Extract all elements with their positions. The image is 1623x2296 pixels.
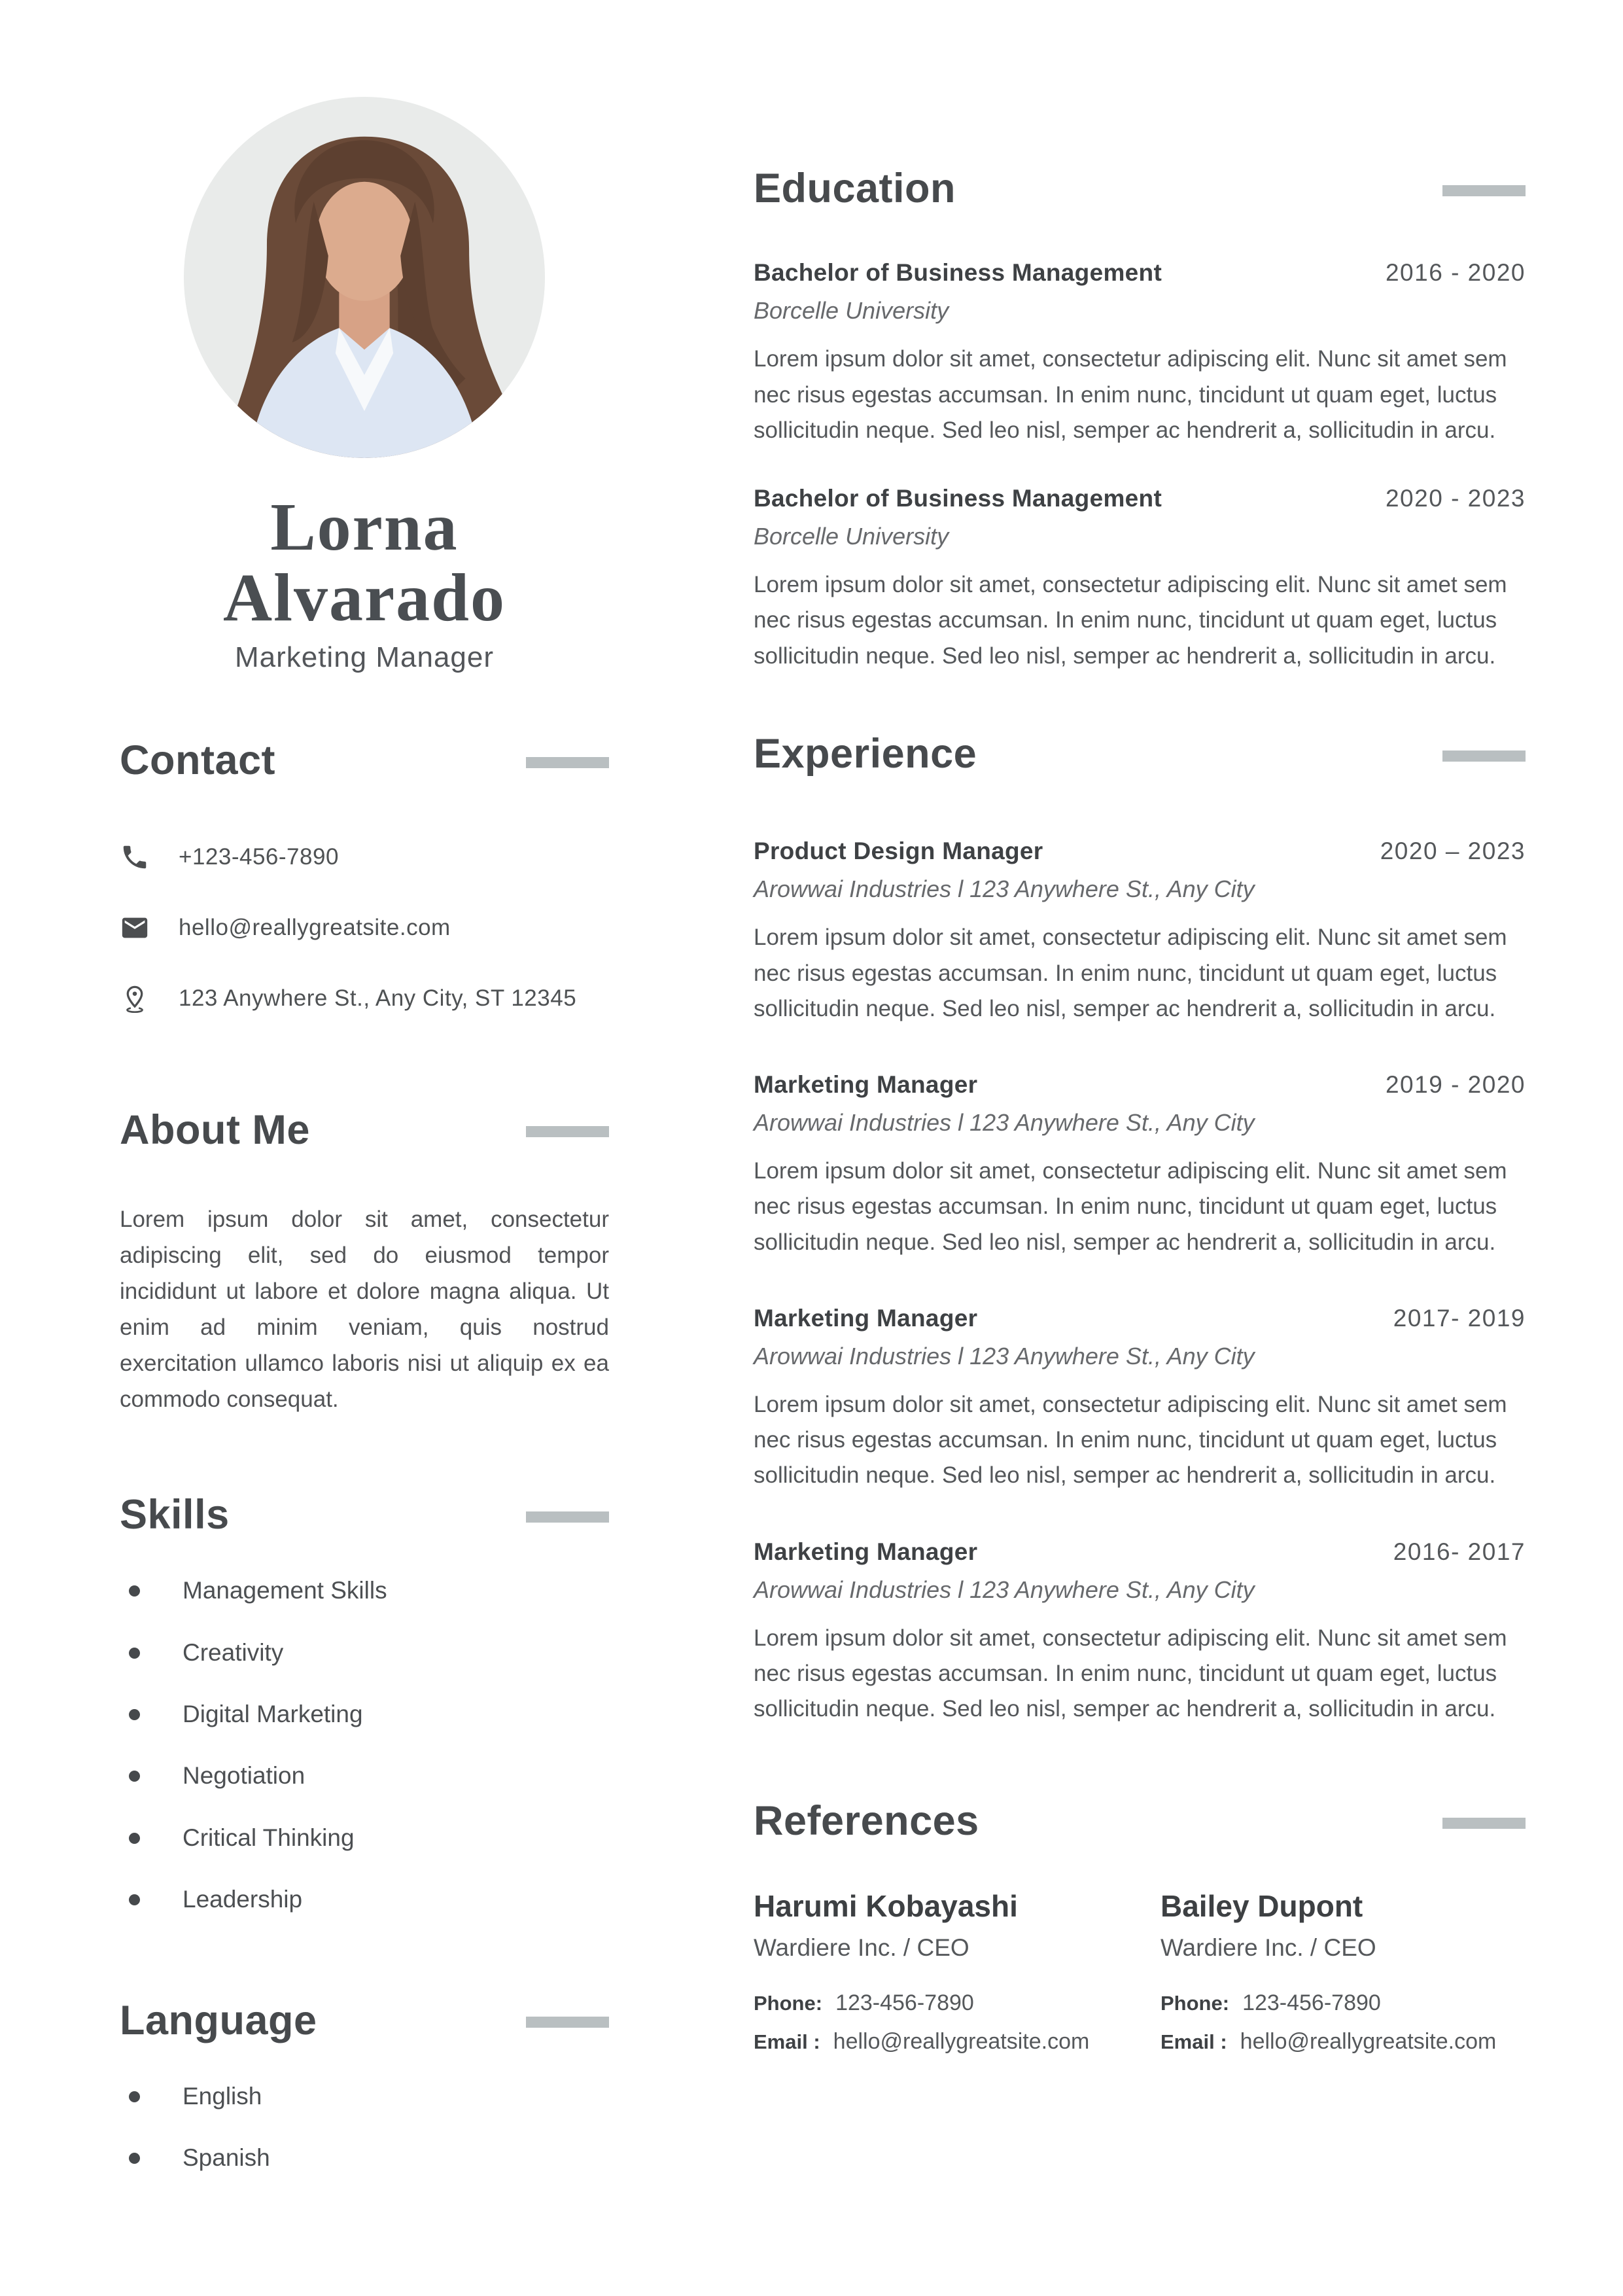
- contact-item-phone: [120, 842, 609, 872]
- references-section: [754, 1797, 1526, 2054]
- heading-accent-bar: [1442, 185, 1526, 196]
- experience-entry: [754, 838, 1526, 1027]
- contact-list: [120, 842, 609, 1014]
- heading-accent-bar: [1442, 751, 1526, 762]
- contact-item-address: [120, 983, 609, 1014]
- entry-header: [754, 259, 1526, 287]
- reference-email-row: [754, 2029, 1161, 2055]
- mail-icon: [120, 913, 150, 943]
- profile-photo: [184, 97, 545, 458]
- language-heading: Language: [120, 1997, 317, 2043]
- phone-value: 123-456-7890: [835, 1990, 974, 2015]
- profile-first-name: Lorna: [270, 489, 459, 565]
- entry-company: Arowwai Industries l 123 Anywhere St., Any City: [754, 1576, 1255, 1603]
- email-label: Email :: [1161, 2030, 1227, 2053]
- reference-name: Harumi Kobayashi: [754, 1888, 1018, 1923]
- entry-company: Arowwai Industries l 123 Anywhere St., Any City: [754, 1109, 1255, 1137]
- email-label: Email :: [754, 2030, 820, 2053]
- language-item: Spanish: [129, 2144, 609, 2172]
- entry-title: Bachelor of Business Management: [754, 259, 1162, 287]
- right-column: [754, 165, 1526, 2055]
- contact-phone: +123-456-7890: [179, 843, 339, 870]
- entry-header: [754, 1071, 1526, 1099]
- entry-company: Arowwai Industries l 123 Anywhere St., Any City: [754, 875, 1255, 903]
- contact-item-email: [120, 913, 609, 943]
- entry-title: Marketing Manager: [754, 1071, 978, 1099]
- location-icon: [120, 983, 150, 1014]
- education-heading: Education: [754, 166, 956, 211]
- heading-accent-bar: [1442, 1818, 1526, 1829]
- entry-dates: 2016- 2017: [1393, 1538, 1526, 1565]
- entry-description: Lorem ipsum dolor sit amet, consectetur adipiscing elit. Nunc sit amet sem nec risus egestas accumsan. In enim nunc, tincidunt ut quam eget, luctus sollicitudin neque. Sed leo nisl, semper ac hendrerit a, sollicitudin in arcu.: [754, 346, 1507, 443]
- skills-section-heading-row: [120, 1491, 609, 1538]
- heading-accent-bar: [526, 1511, 609, 1523]
- entry-dates: 2020 – 2023: [1380, 838, 1526, 865]
- entry-title: Marketing Manager: [754, 1538, 978, 1565]
- profile-last-name: Alvarado: [223, 560, 506, 636]
- email-value: hello@reallygreatsite.com: [833, 2028, 1090, 2054]
- heading-accent-bar: [526, 757, 609, 768]
- heading-accent-bar: [526, 2017, 609, 2028]
- entry-header: [754, 838, 1526, 865]
- phone-icon: [120, 842, 150, 872]
- profile-name: [120, 489, 609, 636]
- skills-list: [129, 1576, 609, 1914]
- skill-item: Leadership: [129, 1885, 609, 1914]
- left-column: [120, 97, 609, 2206]
- references-grid: [754, 1888, 1526, 2055]
- reference-card: [1161, 1888, 1526, 2055]
- contact-email: hello@reallygreatsite.com: [179, 914, 451, 940]
- experience-entries: [754, 838, 1526, 1727]
- education-entry: [754, 485, 1526, 674]
- references-heading: References: [754, 1798, 979, 1845]
- entry-header: [754, 1305, 1526, 1332]
- entry-description: Lorem ipsum dolor sit amet, consectetur adipiscing elit. Nunc sit amet sem nec risus egestas accumsan. In enim nunc, tincidunt ut quam eget, luctus sollicitudin neque. Sed leo nisl, semper ac hendrerit a, sollicitudin in arcu.: [754, 925, 1507, 1021]
- reference-phone-row: [754, 1990, 1161, 2016]
- entry-description: Lorem ipsum dolor sit amet, consectetur adipiscing elit. Nunc sit amet sem nec risus egestas accumsan. In enim nunc, tincidunt ut quam eget, luctus sollicitudin neque. Sed leo nisl, semper ac hendrerit a, sollicitudin in arcu.: [754, 572, 1507, 669]
- reference-name: Bailey Dupont: [1161, 1888, 1363, 1923]
- experience-entry: [754, 1305, 1526, 1494]
- entry-dates: 2016 - 2020: [1385, 259, 1526, 287]
- skill-item: Negotiation: [129, 1761, 609, 1790]
- entry-company: Arowwai Industries l 123 Anywhere St., Any City: [754, 1342, 1255, 1369]
- entry-title: Product Design Manager: [754, 838, 1043, 865]
- entry-description: Lorem ipsum dolor sit amet, consectetur adipiscing elit. Nunc sit amet sem nec risus egestas accumsan. In enim nunc, tincidunt ut quam eget, luctus sollicitudin neque. Sed leo nisl, semper ac hendrerit a, sollicitudin in arcu.: [754, 1391, 1507, 1489]
- phone-label: Phone:: [754, 1991, 823, 2015]
- entry-dates: 2019 - 2020: [1385, 1071, 1526, 1099]
- email-value: hello@reallygreatsite.com: [1240, 2028, 1497, 2054]
- about-section-heading-row: [120, 1106, 609, 1154]
- contact-heading: Contact: [120, 737, 275, 784]
- contact-address: 123 Anywhere St., Any City, ST 12345: [179, 985, 577, 1011]
- about-heading: About Me: [120, 1106, 310, 1153]
- heading-accent-bar: [526, 1126, 609, 1137]
- experience-entry: [754, 1538, 1526, 1727]
- entry-header: [754, 1538, 1526, 1566]
- education-entry: [754, 259, 1526, 448]
- entry-school: Borcelle University: [754, 297, 949, 325]
- entry-description: Lorem ipsum dolor sit amet, consectetur adipiscing elit. Nunc sit amet sem nec risus egestas accumsan. In enim nunc, tincidunt ut quam eget, luctus sollicitudin neque. Sed leo nisl, semper ac hendrerit a, sollicitudin in arcu.: [754, 1625, 1507, 1722]
- skill-item: Creativity: [129, 1638, 609, 1667]
- entry-school: Borcelle University: [754, 523, 949, 550]
- experience-entry: [754, 1071, 1526, 1260]
- education-entries: [754, 259, 1526, 674]
- reference-card: [754, 1888, 1161, 2055]
- language-list: [129, 2082, 609, 2173]
- phone-label: Phone:: [1161, 1991, 1230, 2015]
- references-heading-row: [754, 1797, 1526, 1845]
- phone-value: 123-456-7890: [1242, 1990, 1381, 2015]
- contact-section-heading-row: [120, 737, 609, 784]
- reference-phone-row: [1161, 1990, 1526, 2016]
- entry-header: [754, 485, 1526, 512]
- experience-section: [754, 730, 1526, 1727]
- entry-dates: 2017- 2019: [1393, 1304, 1526, 1332]
- profile-title: Marketing Manager: [234, 641, 495, 674]
- reference-role: Wardiere Inc. / CEO: [1161, 1934, 1376, 1961]
- skill-item: Digital Marketing: [129, 1700, 609, 1729]
- language-item: English: [129, 2082, 609, 2111]
- profile-photo-illustration: [184, 97, 545, 458]
- entry-title: Bachelor of Business Management: [754, 485, 1162, 512]
- education-heading-row: [754, 165, 1526, 212]
- experience-heading: Experience: [754, 730, 977, 777]
- experience-heading-row: [754, 730, 1526, 777]
- reference-role: Wardiere Inc. / CEO: [754, 1934, 969, 1961]
- about-text: Lorem ipsum dolor sit amet, consectetur adipiscing elit, sed do eiusmod tempor incididunt ut labore et dolore magna aliqua. Ut enim ad minim veniam, quis nostrud exercitation ullamco laboris nisi ut aliquip ex ea commodo consequat.: [120, 1207, 609, 1412]
- skill-item: Management Skills: [129, 1576, 609, 1605]
- reference-email-row: [1161, 2029, 1526, 2055]
- entry-dates: 2020 - 2023: [1385, 485, 1526, 512]
- entry-title: Marketing Manager: [754, 1304, 978, 1332]
- skill-item: Critical Thinking: [129, 1824, 609, 1852]
- language-section-heading-row: [120, 1997, 609, 2044]
- entry-description: Lorem ipsum dolor sit amet, consectetur adipiscing elit. Nunc sit amet sem nec risus egestas accumsan. In enim nunc, tincidunt ut quam eget, luctus sollicitudin neque. Sed leo nisl, semper ac hendrerit a, sollicitudin in arcu.: [754, 1158, 1507, 1255]
- education-section: [754, 165, 1526, 674]
- skills-heading: Skills: [120, 1491, 230, 1538]
